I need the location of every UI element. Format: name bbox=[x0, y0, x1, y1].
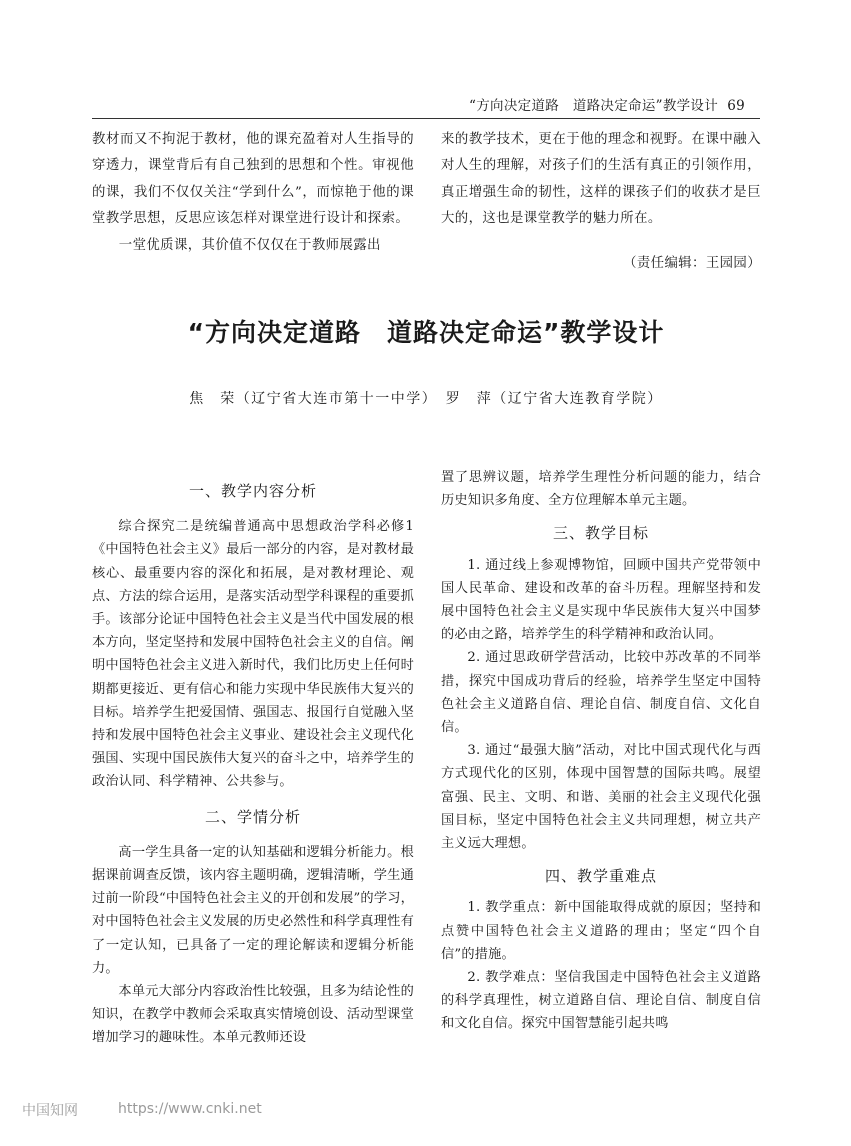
cnki-logo: 中国知网 bbox=[22, 1103, 78, 1119]
cnki-url[interactable]: https://www.cnki.net bbox=[118, 1101, 262, 1117]
body-paragraph: 高一学生具备一定的认知基础和逻辑分析能力。根据课前调查反馈，该内容主题明确，逻辑清晰，学生通过前一阶段“中国特色社会主义的开创和发展”的学习，对中国特色社会主义发展的历史必然性和科学真理性有了一定认知，已具备了一定的理论解读和逻辑分析能力。 bbox=[92, 844, 414, 976]
prev-article-right-column bbox=[441, 127, 761, 277]
article-authors: 焦 荣（辽宁省大连市第十一中学） 罗 萍（辽宁省大连教育学院） bbox=[189, 391, 663, 407]
body-paragraph: 本单元大部分内容政治性比较强，且多为结论性的知识，在教学中教师会采取真实情境创设、活动型课堂增加学习的趣味性。本单元教师还设 bbox=[92, 984, 414, 1046]
section-heading: 三、教学目标 bbox=[552, 524, 649, 543]
body-right-column bbox=[441, 466, 761, 1036]
section-heading: 二、学情分析 bbox=[204, 807, 301, 826]
body-left-column bbox=[92, 480, 414, 1050]
prev-article-paragraph: 来的教学技术，更在于他的理念和视野。在课中融入对人生的理解，对孩子们的生活有真正的引领作用，真正增强生命的韧性，这样的课孩子们的收获才是巨大的，这也是课堂教学的魅力所在。 bbox=[441, 132, 761, 227]
prev-article-paragraph: 一堂优质课，其价值不仅仅在于教师展露出 bbox=[118, 237, 381, 253]
article-title: “方向决定道路 道路决定命运”教学设计 bbox=[187, 318, 665, 347]
header-rule bbox=[92, 118, 760, 119]
editor-credit: （责任编辑：王园园） bbox=[623, 255, 761, 271]
prev-article-left-column bbox=[92, 127, 414, 259]
body-paragraph: 2. 通过思政研学营活动，比较中苏改革的不同举措，探究中国成功背后的经验，培养学生坚定中国特色社会主义道路自信、理论自信、制度自信、文化自信。 bbox=[441, 650, 761, 736]
body-paragraph: 综合探究二是统编普通高中思想政治学科必修1《中国特色社会主义》最后一部分的内容，是对教材最核心、最重要内容的深化和拓展，是对教材理论、观点、方法的综合运用，是落实活动型学科课程的重要抓手。该部分论证中国特色社会主义是当代中国发展的根本方向，坚定坚持和发展中国特色社会主义的自信。阐明中国特色社会主义进入新时代，我们比历史上任何时期都更接近、更有信心和能力实现中华民族伟大复兴的目标。培养学生把爱国情、强国志、报国行自觉融入坚持和发展中国特色社会主义事业、建设社会主义现代化强国、实现中国民族伟大复兴的奋斗之中，培养学生的政治认同、科学精神、公共参与。 bbox=[92, 519, 414, 790]
body-paragraph: 1. 通过线上参观博物馆，回顾中国共产党带领中国人民革命、建设和改革的奋斗历程。理解坚持和发展中国特色社会主义是实现中华民族伟大复兴中国梦的必由之路，培养学生的科学精神和政治认同。 bbox=[441, 557, 761, 643]
body-paragraph: 置了思辨议题，培养学生理性分析问题的能力，结合历史知识多角度、全方位理解本单元主题。 bbox=[441, 470, 761, 509]
prev-article-paragraph: 教材而又不拘泥于教材，他的课充盈着对人生指导的穿透力，课堂背后有自己独到的思想和个性。审视他的课，我们不仅仅关注“学到什么”，而惊艳于他的课堂教学思想，反思应该怎样对课堂进行设计和探索。 bbox=[92, 132, 414, 227]
body-paragraph: 3. 通过“最强大脑”活动，对比中国式现代化与西方式现代化的区别，体现中国智慧的国际共鸣。展望富强、民主、文明、和谐、美丽的社会主义现代化强国目标，坚定中国特色社会主义共同理想，树立共产主义远大理想。 bbox=[441, 743, 761, 852]
body-paragraph: 2. 教学难点：坚信我国走中国特色社会主义道路的科学真理性，树立道路自信、理论自信、制度自信和文化自信。探究中国智慧能引起共鸣 bbox=[441, 970, 761, 1032]
section-heading: 四、教学重难点 bbox=[544, 867, 657, 886]
page-number: 69 bbox=[727, 98, 745, 114]
running-title: “方向决定道路 道路决定命运”教学设计 bbox=[469, 98, 719, 114]
body-paragraph: 1. 教学重点：新中国能取得成就的原因；坚持和点赞中国特色社会主义道路的理由；坚定“四个自信”的措施。 bbox=[441, 900, 761, 962]
section-heading: 一、教学内容分析 bbox=[188, 482, 317, 500]
running-header bbox=[440, 94, 745, 114]
